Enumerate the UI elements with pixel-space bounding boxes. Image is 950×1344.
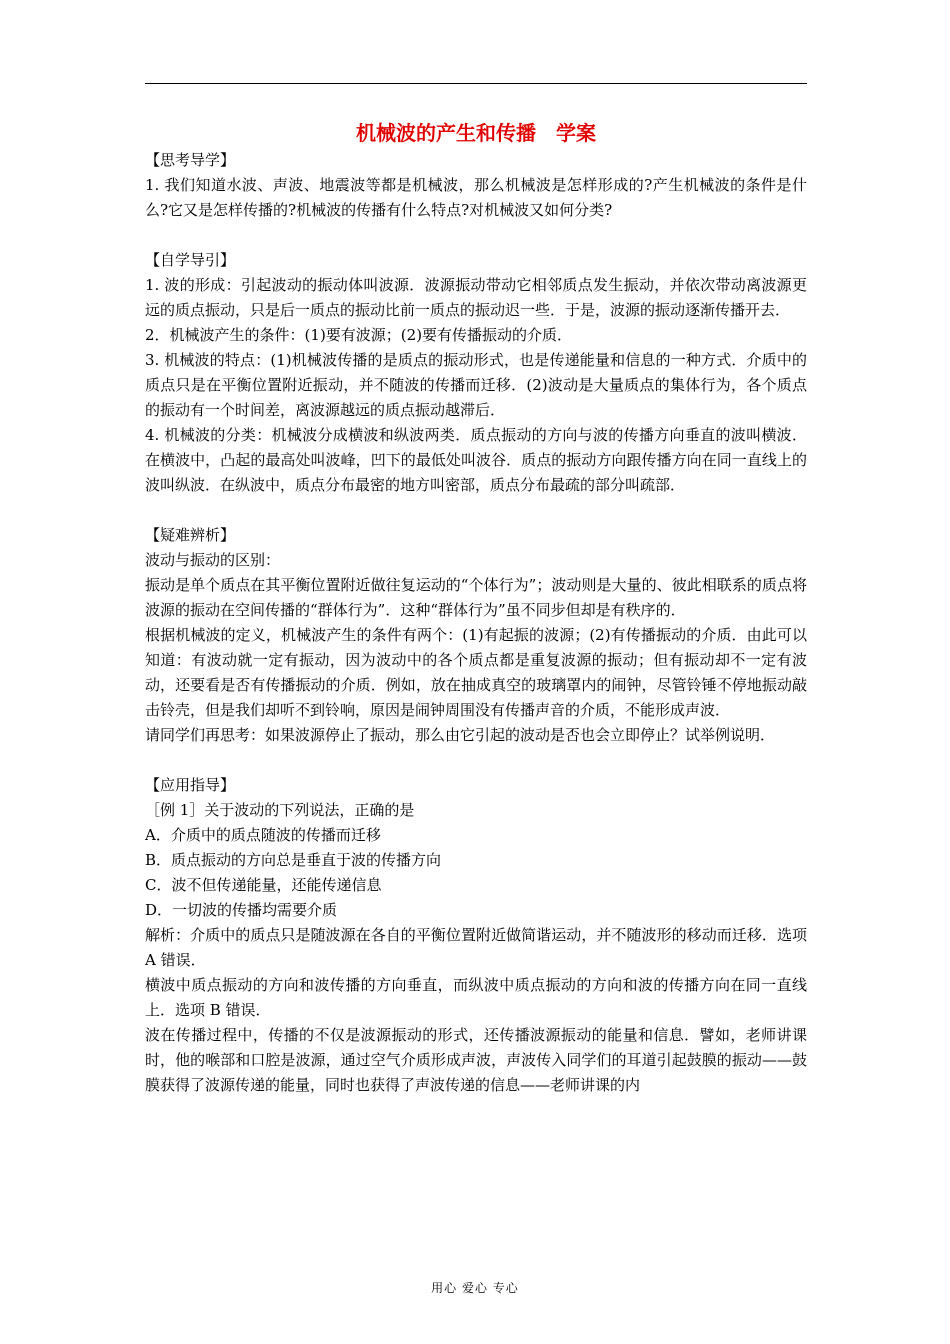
document-title: 机械波的产生和传播 学案 xyxy=(356,121,596,145)
paragraph: 4. 机械波的分类：机械波分成横波和纵波两类．质点振动的方向与波的传播方向垂直的波叫横波．在横波中，凸起的最高处叫波峰，凹下的最低处叫波谷．质点的振动方向跟传播方向在同一直线上的波叫纵波．在纵波中，质点分布最密的地方叫密部，质点分布最疏的部分叫疏部． xyxy=(145,426,807,494)
paragraph: 横波中质点振动的方向和波传播的方向垂直，而纵波中质点振动的方向和波的传播方向在同一直线上．选项 B 错误． xyxy=(145,976,807,1019)
paragraph: 振动是单个质点在其平衡位置附近做往复运动的“个体行为”；波动则是大量的、彼此相联系的质点将波源的振动在空间传播的“群体行为”．这种“群体行为”虽不同步但却是有秩序的． xyxy=(145,576,807,619)
paragraph: 根据机械波的定义，机械波产生的条件有两个：(1)有起振的波源；(2)有传播振动的介质．由此可以知道：有波动就一定有振动，因为波动中的各个质点都是重复波源的振动；但有振动却不一定有波动，还要看是否有传播振动的介质．例如，放在抽成真空的玻璃罩内的闹钟，尽管铃锤不停地振动敲击铃壳，但是我们却听不到铃响，原因是闹钟周围没有传播声音的介质，不能形成声波． xyxy=(145,626,807,719)
paragraph: 波动与振动的区别： xyxy=(145,551,281,569)
paragraph: 波在传播过程中，传播的不仅是波源振动的形式，还传播波源振动的能量和信息．譬如，老师讲课时，他的喉部和口腔是波源，通过空气介质形成声波，声波传入同学们的耳道引起鼓膜的振动——鼓膜获得了波源传递的能量，同时也获得了声波传递的信息——老师讲课的内 xyxy=(145,1026,807,1094)
section-heading: 【疑难辨析】 xyxy=(145,526,236,544)
option-a: A．介质中的质点随波的传播而迁移 xyxy=(145,826,381,844)
section-heading: 【思考导学】 xyxy=(145,151,236,169)
option-d: D．一切波的传播均需要介质 xyxy=(145,901,338,919)
paragraph: 1. 波的形成：引起波动的振动体叫波源．波源振动带动它相邻质点发生振动，并依次带动离波源更远的质点振动，只是后一质点的振动比前一质点的振动迟一些．于是，波源的振动逐渐传播开去． xyxy=(145,276,807,319)
section-heading: 【自学导引】 xyxy=(145,251,236,269)
paragraph: 请同学们再思考：如果波源停止了振动，那么由它引起的波动是否也会立即停止？试举例说明． xyxy=(145,726,776,744)
paragraph: 2．机械波产生的条件：(1)要有波源；(2)要有传播振动的介质． xyxy=(145,326,573,344)
option-b: B．质点振动的方向总是垂直于波的传播方向 xyxy=(145,851,442,869)
paragraph: 解析：介质中的质点只是随波源在各自的平衡位置附近做简谐运动，并不随波形的移动而迁移．选项 A 错误． xyxy=(145,926,807,969)
question-stem: ［例 1］关于波动的下列说法，正确的是 xyxy=(145,801,415,819)
paragraph: 3. 机械波的特点：(1)机械波传播的是质点的振动形式，也是传递能量和信息的一种方式．介质中的质点只是在平衡位置附近振动，并不随波的传播而迁移．(2)波动是大量质点的集体行为，各个质点的振动有一个时间差，离波源越远的质点振动越滞后． xyxy=(145,351,807,419)
page-footer: 用心 爱心 专心 xyxy=(431,1281,519,1295)
section-heading: 【应用指导】 xyxy=(145,776,236,794)
option-c: C．波不但传递能量，还能传递信息 xyxy=(145,876,382,894)
header-rule xyxy=(145,83,807,84)
document-body xyxy=(145,118,807,1098)
paragraph: 1. 我们知道水波、声波、地震波等都是机械波，那么机械波是怎样形成的?产生机械波的条件是什么?它又是怎样传播的?机械波的传播有什么特点?对机械波又如何分类? xyxy=(145,176,807,219)
